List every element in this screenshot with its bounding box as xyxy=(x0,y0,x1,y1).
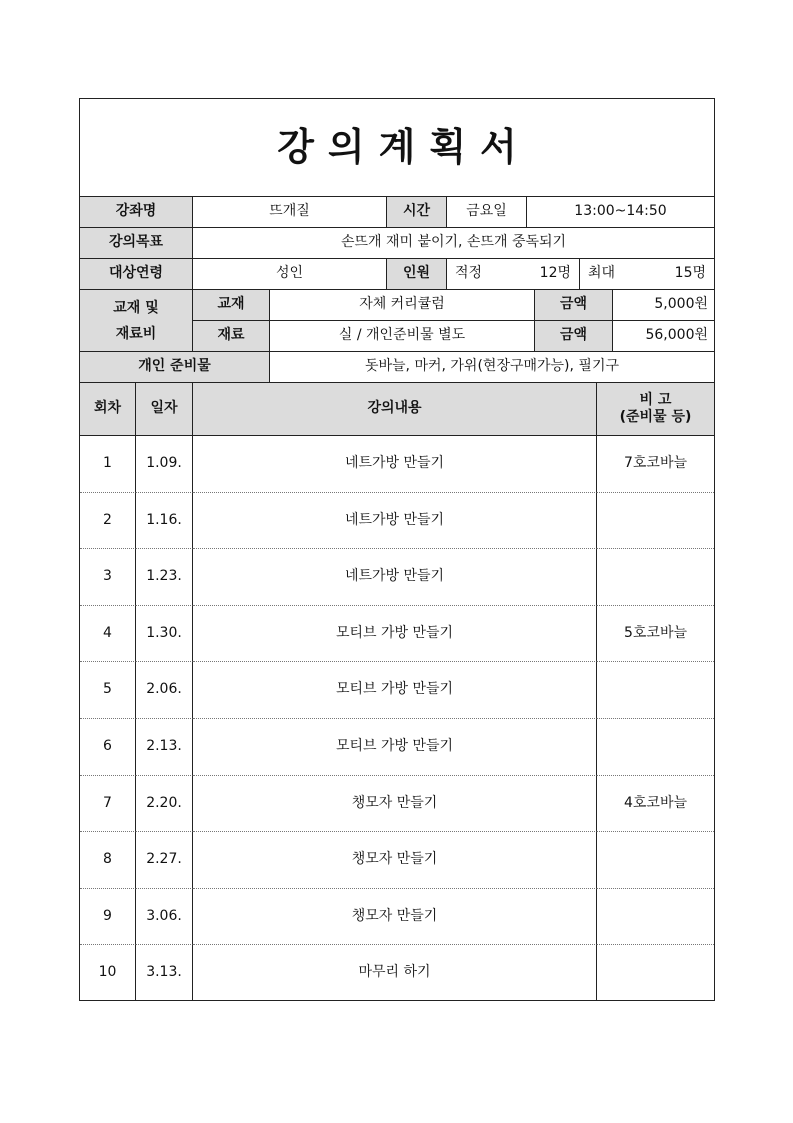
cell-session-no: 4 xyxy=(80,606,136,663)
header-note-line2: (준비물 등) xyxy=(619,409,692,425)
people-label: 인원 xyxy=(387,259,447,290)
cell-date: 2.13. xyxy=(136,719,193,776)
proper-label: 적정 xyxy=(455,265,483,282)
cell-content: 모티브 가방 만들기 xyxy=(193,662,597,719)
cell-date: 3.06. xyxy=(136,889,193,946)
cell-note: 5호코바늘 xyxy=(597,606,714,663)
time-label: 시간 xyxy=(387,197,447,228)
goal-value: 손뜨개 재미 붙이기, 손뜨개 중독되기 xyxy=(193,228,714,259)
cell-date: 3.13. xyxy=(136,945,193,1000)
header-session-no: 회차 xyxy=(80,383,136,436)
cell-session-no: 10 xyxy=(80,945,136,1000)
cell-date: 1.16. xyxy=(136,493,193,550)
cell-date: 1.09. xyxy=(136,436,193,493)
cell-content: 챙모자 만들기 xyxy=(193,832,597,889)
cell-date: 1.30. xyxy=(136,606,193,663)
textbook-amount: 5,000원 xyxy=(613,290,714,321)
cell-session-no: 1 xyxy=(80,436,136,493)
cell-session-no: 5 xyxy=(80,662,136,719)
header-content: 강의내용 xyxy=(193,383,597,436)
fee-label-line2: 재료비 xyxy=(115,325,157,342)
cell-date: 1.23. xyxy=(136,549,193,606)
cell-content: 마무리 하기 xyxy=(193,945,597,1000)
course-name-value: 뜨개질 xyxy=(193,197,387,228)
cell-content: 네트가방 만들기 xyxy=(193,549,597,606)
textbook-value: 자체 커리큘럼 xyxy=(270,290,535,321)
material-value: 실 / 개인준비물 별도 xyxy=(270,321,535,352)
cell-content: 모티브 가방 만들기 xyxy=(193,719,597,776)
goal-label: 강의목표 xyxy=(80,228,193,259)
cell-note xyxy=(597,832,714,889)
target-value: 성인 xyxy=(193,259,387,290)
day-value: 금요일 xyxy=(447,197,527,228)
document-title: 강의계획서 xyxy=(80,99,714,197)
cell-note xyxy=(597,662,714,719)
personal-supplies-value: 돗바늘, 마커, 가위(현장구매가능), 필기구 xyxy=(270,352,714,383)
cell-content: 모티브 가방 만들기 xyxy=(193,606,597,663)
cell-note xyxy=(597,549,714,606)
textbook-amount-label: 금액 xyxy=(535,290,613,321)
cell-content: 네트가방 만들기 xyxy=(193,436,597,493)
cell-note: 4호코바늘 xyxy=(597,776,714,833)
cell-date: 2.20. xyxy=(136,776,193,833)
cell-content: 챙모자 만들기 xyxy=(193,889,597,946)
cell-session-no: 2 xyxy=(80,493,136,550)
cell-date: 2.06. xyxy=(136,662,193,719)
material-amount: 56,000원 xyxy=(613,321,714,352)
max-label: 최대 xyxy=(588,265,616,282)
personal-supplies-label: 개인 준비물 xyxy=(80,352,270,383)
lecture-plan-document xyxy=(79,98,715,1001)
cell-note xyxy=(597,945,714,1000)
proper-people xyxy=(447,259,580,290)
fee-label-line1: 교재 및 xyxy=(113,299,159,316)
time-value: 13:00~14:50 xyxy=(527,197,714,228)
cell-note xyxy=(597,719,714,776)
cell-session-no: 9 xyxy=(80,889,136,946)
cell-session-no: 6 xyxy=(80,719,136,776)
header-note xyxy=(597,383,714,436)
fee-label xyxy=(80,290,193,352)
cell-session-no: 8 xyxy=(80,832,136,889)
cell-date: 2.27. xyxy=(136,832,193,889)
material-label: 재료 xyxy=(193,321,270,352)
cell-content: 네트가방 만들기 xyxy=(193,493,597,550)
header-date: 일자 xyxy=(136,383,193,436)
material-amount-label: 금액 xyxy=(535,321,613,352)
course-name-label: 강좌명 xyxy=(80,197,193,228)
cell-note: 7호코바늘 xyxy=(597,436,714,493)
header-note-line1: 비 고 xyxy=(639,391,672,408)
cell-session-no: 3 xyxy=(80,549,136,606)
proper-value: 12명 xyxy=(539,265,571,282)
cell-note xyxy=(597,493,714,550)
target-label: 대상연령 xyxy=(80,259,193,290)
textbook-label: 교재 xyxy=(193,290,270,321)
max-value: 15명 xyxy=(674,265,706,282)
cell-note xyxy=(597,889,714,946)
cell-session-no: 7 xyxy=(80,776,136,833)
max-people xyxy=(580,259,714,290)
cell-content: 챙모자 만들기 xyxy=(193,776,597,833)
